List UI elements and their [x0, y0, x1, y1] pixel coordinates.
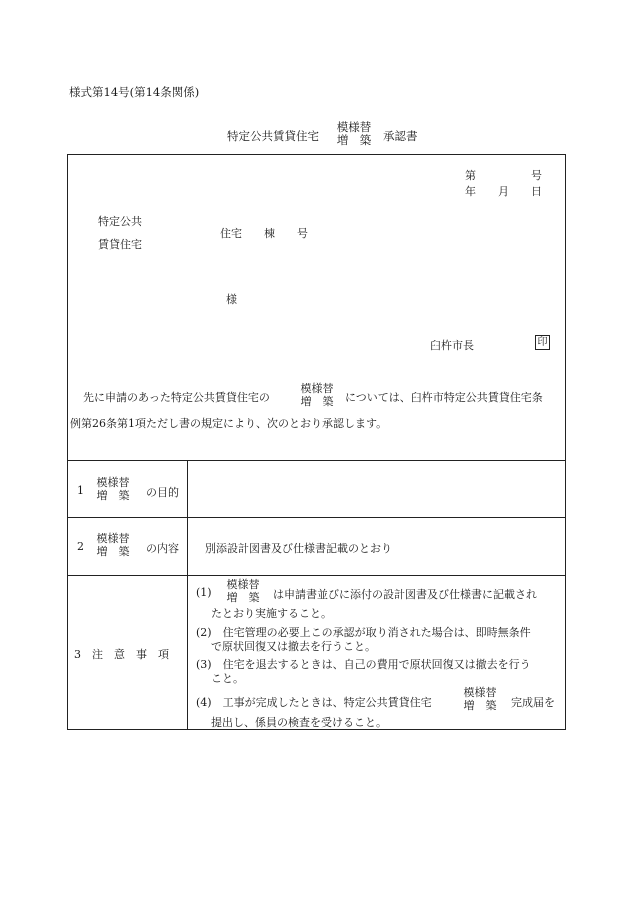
number-label: 第 号: [465, 169, 542, 182]
row-label-suffix: の目的: [146, 486, 179, 499]
note-1-number: (1): [196, 586, 212, 599]
row-work-type: [92, 532, 134, 558]
seal-mark: 印: [535, 335, 550, 350]
row-work-line1: 模様替: [96, 476, 130, 489]
divider: [67, 575, 565, 576]
date-label: 年 月 日: [465, 185, 542, 198]
column-divider: [187, 460, 188, 729]
body-text-line2: 例第26条第1項ただし書の規定により、次のとおり承認します。: [70, 417, 388, 430]
row-number: 2: [77, 540, 84, 553]
housing-label-line1: 特定公共: [98, 215, 142, 228]
recipient-suffix: 様: [226, 293, 237, 306]
note-1-work-line2: 増 築: [226, 591, 260, 604]
body-text-part1: 先に申請のあった特定公共賃貸住宅の: [83, 391, 270, 404]
divider: [67, 517, 565, 518]
address-label: 住宅 棟 号: [220, 227, 308, 240]
note-1-work-type: [222, 578, 264, 604]
title-suffix: 承認書: [383, 129, 418, 143]
row-work-line2: 増 築: [96, 489, 130, 502]
title-work-line1: 模様替: [336, 120, 372, 134]
row-label-suffix: の内容: [146, 542, 179, 555]
note-3-line1: (3) 住宅を退去するときは、自己の費用で原状回復又は撤去を行う: [196, 658, 531, 671]
title-work-type: [333, 121, 375, 147]
body-text-part2: については、臼杵市特定公共賃貸住宅条: [345, 391, 543, 404]
row-work-type: [92, 476, 134, 502]
issuer-name: 臼杵市長: [430, 339, 474, 352]
divider: [67, 460, 565, 461]
note-4-continuation: 提出し、係員の検査を受けること。: [211, 716, 387, 729]
note-3-line2: こと。: [211, 672, 244, 685]
row-content: 別添設計図書及び仕様書記載のとおり: [205, 542, 392, 555]
row-work-line1: 模様替: [96, 532, 130, 545]
note-1-text: は申請書並びに添付の設計図書及び仕様書に記載され: [273, 588, 537, 601]
title-work-line2: 増 築: [336, 133, 372, 147]
note-1-continuation: たとおり実施すること。: [211, 607, 332, 620]
body-work-type: [296, 382, 338, 408]
note-4-work-line1: 模様替: [463, 686, 497, 699]
note-2-line2: で原状回復又は撤去を行うこと。: [211, 640, 376, 653]
note-2-line1: (2) 住宅管理の必要上この承認が取り消された場合は、即時無条件: [196, 626, 531, 639]
title-prefix: 特定公共賃貸住宅: [227, 129, 319, 143]
form-number-label: 様式第14号(第14条関係): [69, 85, 200, 99]
housing-label-line2: 賃貸住宅: [98, 238, 142, 251]
note-1-work-line1: 模様替: [226, 578, 260, 591]
note-4-suffix: 完成届を: [511, 696, 555, 709]
body-work-line1: 模様替: [300, 382, 334, 395]
notes-label: 3 注 意 事 項: [74, 648, 169, 661]
note-4-text: (4) 工事が完成したときは、特定公共賃貸住宅: [196, 696, 432, 709]
body-work-line2: 増 築: [300, 395, 334, 408]
row-number: 1: [77, 484, 84, 497]
note-4-work-line2: 増 築: [463, 699, 497, 712]
row-work-line2: 増 築: [96, 545, 130, 558]
note-4-work-type: [459, 686, 501, 712]
